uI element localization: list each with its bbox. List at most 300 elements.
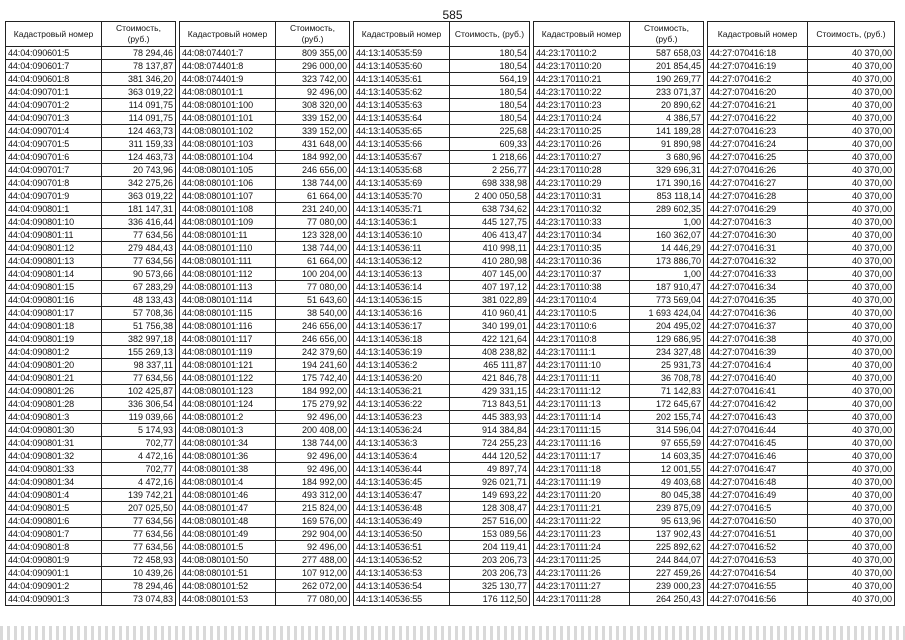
table-row xyxy=(354,411,530,424)
table-row xyxy=(180,255,350,268)
table-row xyxy=(354,346,530,359)
cadastral-number-cell: 44:04:090601:7 xyxy=(6,60,102,73)
cadastral-number-cell: 44:27:070416:29 xyxy=(708,203,808,216)
cost-cell: 40 370,00 xyxy=(808,203,895,216)
table-row xyxy=(534,567,704,580)
cadastral-number-cell: 44:23:170110:38 xyxy=(534,281,630,294)
cost-cell: 90 573,66 xyxy=(102,268,176,281)
cadastral-number-cell: 44:13:140536:50 xyxy=(354,528,450,541)
cadastral-number-cell: 44:08:080101:117 xyxy=(180,333,276,346)
table-row xyxy=(6,229,176,242)
table-row xyxy=(180,450,350,463)
cost-cell: 465 111,87 xyxy=(450,359,530,372)
table-row xyxy=(534,580,704,593)
table-row xyxy=(6,593,176,606)
cost-cell: 227 459,26 xyxy=(630,567,704,580)
table-row xyxy=(180,359,350,372)
table-row xyxy=(534,255,704,268)
cost-cell: 311 159,33 xyxy=(102,138,176,151)
cost-cell: 225,68 xyxy=(450,125,530,138)
cost-cell: 40 370,00 xyxy=(808,489,895,502)
table-row xyxy=(534,86,704,99)
scan-noise-strip xyxy=(0,626,905,640)
cadastral-number-cell: 44:13:140536:20 xyxy=(354,372,450,385)
cost-cell: 114 091,75 xyxy=(102,99,176,112)
table-row xyxy=(708,476,895,489)
cost-cell: 382 997,18 xyxy=(102,333,176,346)
table-header-row xyxy=(180,22,350,47)
cadastral-number-cell: 44:04:090601:5 xyxy=(6,47,102,60)
cadastral-number-cell: 44:04:090801:12 xyxy=(6,242,102,255)
cadastral-number-cell: 44:13:140536:44 xyxy=(354,463,450,476)
table-row xyxy=(534,593,704,606)
cadastral-number-cell: 44:23:170110:31 xyxy=(534,190,630,203)
cadastral-number-cell: 44:04:090701:7 xyxy=(6,164,102,177)
cost-cell: 100 204,00 xyxy=(276,268,350,281)
cadastral-number-cell: 44:23:170110:20 xyxy=(534,60,630,73)
cadastral-number-cell: 44:27:070416:33 xyxy=(708,268,808,281)
table-row xyxy=(354,268,530,281)
table-row xyxy=(534,541,704,554)
cost-cell: 160 362,07 xyxy=(630,229,704,242)
cadastral-number-cell: 44:13:140536:3 xyxy=(354,437,450,450)
cadastral-number-cell: 44:23:170111:1 xyxy=(534,346,630,359)
cost-cell: 149 693,22 xyxy=(450,489,530,502)
table-row xyxy=(534,437,704,450)
cost-cell: 124 463,73 xyxy=(102,125,176,138)
cadastral-number-cell: 44:23:170110:35 xyxy=(534,242,630,255)
cost-cell: 289 602,35 xyxy=(630,203,704,216)
cadastral-number-cell: 44:27:070416:44 xyxy=(708,424,808,437)
cost-cell: 407 197,12 xyxy=(450,281,530,294)
table-row xyxy=(534,151,704,164)
cost-cell: 138 744,00 xyxy=(276,177,350,190)
table-row xyxy=(708,86,895,99)
cost-cell: 4 386,57 xyxy=(630,112,704,125)
cost-cell: 78 294,46 xyxy=(102,47,176,60)
cadastre-table xyxy=(5,21,176,606)
cadastral-number-cell: 44:08:080101:102 xyxy=(180,125,276,138)
cost-cell: 40 370,00 xyxy=(808,164,895,177)
cost-cell: 40 370,00 xyxy=(808,541,895,554)
cost-cell: 233 071,37 xyxy=(630,86,704,99)
cadastral-number-cell: 44:13:140535:71 xyxy=(354,203,450,216)
cadastral-number-cell: 44:04:090801:33 xyxy=(6,463,102,476)
table-row xyxy=(180,580,350,593)
cost-cell: 107 912,00 xyxy=(276,567,350,580)
cadastral-number-cell: 44:04:090801:14 xyxy=(6,268,102,281)
table-row xyxy=(354,541,530,554)
cadastral-number-cell: 44:04:090801:7 xyxy=(6,528,102,541)
table-row xyxy=(6,450,176,463)
table-row xyxy=(6,151,176,164)
table-row xyxy=(180,346,350,359)
cadastral-number-cell: 44:27:070416:24 xyxy=(708,138,808,151)
cadastral-number-cell: 44:04:090701:9 xyxy=(6,190,102,203)
cadastral-number-cell: 44:08:080101:123 xyxy=(180,385,276,398)
table-row xyxy=(354,164,530,177)
cost-cell: 77 080,00 xyxy=(276,216,350,229)
cadastral-number-cell: 44:27:070416:48 xyxy=(708,476,808,489)
cadastral-number-cell: 44:08:080101:53 xyxy=(180,593,276,606)
cost-cell: 809 355,00 xyxy=(276,47,350,60)
table-row xyxy=(6,99,176,112)
cost-cell: 40 370,00 xyxy=(808,580,895,593)
table-row xyxy=(180,60,350,73)
cadastral-number-cell: 44:27:070416:41 xyxy=(708,385,808,398)
table-row xyxy=(708,281,895,294)
cost-cell: 40 370,00 xyxy=(808,307,895,320)
table-row xyxy=(354,463,530,476)
cadastral-number-cell: 44:04:090801:28 xyxy=(6,398,102,411)
cost-cell: 181 147,31 xyxy=(102,203,176,216)
cadastral-number-cell: 44:08:080101:2 xyxy=(180,411,276,424)
table-row xyxy=(708,268,895,281)
cost-cell: 51 756,38 xyxy=(102,320,176,333)
table-row xyxy=(180,476,350,489)
cadastral-number-cell: 44:08:080101:108 xyxy=(180,203,276,216)
header-cadastral-number: Кадастровый номер xyxy=(354,22,450,47)
table-row xyxy=(6,112,176,125)
table-row xyxy=(180,307,350,320)
cadastral-number-cell: 44:04:090901:3 xyxy=(6,593,102,606)
cadastral-number-cell: 44:04:090701:4 xyxy=(6,125,102,138)
table-row xyxy=(534,502,704,515)
table-row xyxy=(180,372,350,385)
cost-cell: 587 658,03 xyxy=(630,47,704,60)
cadastral-number-cell: 44:23:170110:36 xyxy=(534,255,630,268)
cadastral-number-cell: 44:13:140536:18 xyxy=(354,333,450,346)
table-row xyxy=(354,450,530,463)
cost-cell: 204 119,41 xyxy=(450,541,530,554)
table-row xyxy=(180,47,350,60)
cadastral-number-cell: 44:08:080101:46 xyxy=(180,489,276,502)
cadastral-number-cell: 44:08:080101:105 xyxy=(180,164,276,177)
cost-cell: 40 370,00 xyxy=(808,593,895,606)
cost-cell: 342 275,26 xyxy=(102,177,176,190)
cost-cell: 40 370,00 xyxy=(808,437,895,450)
table-row xyxy=(534,268,704,281)
cadastral-number-cell: 44:13:140536:53 xyxy=(354,567,450,580)
table-row xyxy=(354,125,530,138)
cadastral-number-cell: 44:23:170110:23 xyxy=(534,99,630,112)
table-row xyxy=(708,229,895,242)
cost-cell: 180,54 xyxy=(450,86,530,99)
cadastral-number-cell: 44:23:170111:16 xyxy=(534,437,630,450)
table-row xyxy=(708,216,895,229)
cost-cell: 410 998,11 xyxy=(450,242,530,255)
table-row xyxy=(708,385,895,398)
table-row xyxy=(6,268,176,281)
table-row xyxy=(534,138,704,151)
cadastral-number-cell: 44:04:090801:15 xyxy=(6,281,102,294)
cadastral-number-cell: 44:08:080101:5 xyxy=(180,541,276,554)
table-row xyxy=(6,528,176,541)
table-row xyxy=(534,164,704,177)
cost-cell: 257 516,00 xyxy=(450,515,530,528)
cost-cell: 73 074,83 xyxy=(102,593,176,606)
cost-cell: 336 416,44 xyxy=(102,216,176,229)
cost-cell: 36 708,78 xyxy=(630,372,704,385)
cost-cell: 40 370,00 xyxy=(808,463,895,476)
cost-cell: 77 634,56 xyxy=(102,515,176,528)
cadastral-number-cell: 44:13:140536:2 xyxy=(354,359,450,372)
cadastral-number-cell: 44:08:080101:114 xyxy=(180,294,276,307)
cadastral-number-cell: 44:08:080101:1 xyxy=(180,86,276,99)
cost-cell: 10 439,26 xyxy=(102,567,176,580)
cadastral-number-cell: 44:04:090701:5 xyxy=(6,138,102,151)
cadastral-number-cell: 44:04:090801:34 xyxy=(6,476,102,489)
cadastral-number-cell: 44:13:140536:14 xyxy=(354,281,450,294)
cadastral-number-cell: 44:13:140536:21 xyxy=(354,385,450,398)
table-row xyxy=(180,398,350,411)
table-row xyxy=(180,99,350,112)
cost-cell: 40 370,00 xyxy=(808,125,895,138)
table-row xyxy=(534,242,704,255)
cadastre-table xyxy=(353,21,530,606)
cadastral-number-cell: 44:27:070416:45 xyxy=(708,437,808,450)
header-cost: Стоимость, (руб.) xyxy=(450,22,530,47)
cadastral-number-cell: 44:27:070416:30 xyxy=(708,229,808,242)
cost-cell: 176 112,50 xyxy=(450,593,530,606)
table-row xyxy=(6,60,176,73)
cost-cell: 239 875,09 xyxy=(630,502,704,515)
cadastral-number-cell: 44:23:170110:22 xyxy=(534,86,630,99)
cost-cell: 407 145,00 xyxy=(450,268,530,281)
table-row xyxy=(708,307,895,320)
table-row xyxy=(534,398,704,411)
cadastral-number-cell: 44:04:090801:32 xyxy=(6,450,102,463)
cadastral-number-cell: 44:13:140536:54 xyxy=(354,580,450,593)
cost-cell: 155 269,13 xyxy=(102,346,176,359)
cadastral-number-cell: 44:23:170110:8 xyxy=(534,333,630,346)
cost-cell: 141 189,28 xyxy=(630,125,704,138)
cadastral-number-cell: 44:23:170110:34 xyxy=(534,229,630,242)
cadastral-number-cell: 44:04:090701:8 xyxy=(6,177,102,190)
cadastral-number-cell: 44:27:070416:53 xyxy=(708,554,808,567)
table-row xyxy=(354,528,530,541)
cadastral-number-cell: 44:23:170110:2 xyxy=(534,47,630,60)
cost-cell: 40 370,00 xyxy=(808,73,895,86)
cadastral-number-cell: 44:27:070416:19 xyxy=(708,60,808,73)
cost-cell: 187 910,47 xyxy=(630,281,704,294)
cost-cell: 200 408,00 xyxy=(276,424,350,437)
table-row xyxy=(534,424,704,437)
cost-cell: 14 603,35 xyxy=(630,450,704,463)
cost-cell: 40 370,00 xyxy=(808,99,895,112)
cadastral-number-cell: 44:08:080101:113 xyxy=(180,281,276,294)
table-row xyxy=(354,580,530,593)
table-row xyxy=(708,164,895,177)
table-row xyxy=(708,60,895,73)
cost-cell: 225 892,62 xyxy=(630,541,704,554)
cadastral-number-cell: 44:13:140536:1 xyxy=(354,216,450,229)
cost-cell: 20 743,96 xyxy=(102,164,176,177)
header-cost: Стоимость, (руб.) xyxy=(276,22,350,47)
table-row xyxy=(534,60,704,73)
table-row xyxy=(534,294,704,307)
table-row xyxy=(180,73,350,86)
table-row xyxy=(6,372,176,385)
cost-cell: 444 120,52 xyxy=(450,450,530,463)
cost-cell: 57 708,36 xyxy=(102,307,176,320)
table-row xyxy=(534,73,704,86)
table-row xyxy=(180,593,350,606)
cadastral-number-cell: 44:08:080101:110 xyxy=(180,242,276,255)
table-row xyxy=(354,398,530,411)
table-row xyxy=(180,502,350,515)
cadastral-number-cell: 44:27:070416:31 xyxy=(708,242,808,255)
cadastral-number-cell: 44:27:070416:23 xyxy=(708,125,808,138)
cost-cell: 363 019,22 xyxy=(102,86,176,99)
cost-cell: 339 152,00 xyxy=(276,112,350,125)
cost-cell: 914 384,84 xyxy=(450,424,530,437)
cost-cell: 239 000,23 xyxy=(630,580,704,593)
cost-cell: 336 306,54 xyxy=(102,398,176,411)
cost-cell: 429 331,15 xyxy=(450,385,530,398)
cadastral-number-cell: 44:27:070416:43 xyxy=(708,411,808,424)
cadastral-number-cell: 44:08:080101:38 xyxy=(180,463,276,476)
table-row xyxy=(534,528,704,541)
cost-cell: 381 346,20 xyxy=(102,73,176,86)
cadastral-number-cell: 44:23:170110:32 xyxy=(534,203,630,216)
cost-cell: 14 446,29 xyxy=(630,242,704,255)
table-row xyxy=(180,489,350,502)
cadastral-number-cell: 44:23:170110:27 xyxy=(534,151,630,164)
cadastral-number-cell: 44:27:070416:39 xyxy=(708,346,808,359)
table-row xyxy=(708,593,895,606)
cost-cell: 124 463,73 xyxy=(102,151,176,164)
cost-cell: 184 992,00 xyxy=(276,385,350,398)
cost-cell: 184 992,00 xyxy=(276,476,350,489)
cost-cell: 92 496,00 xyxy=(276,541,350,554)
table-header-row xyxy=(6,22,176,47)
table-row xyxy=(180,242,350,255)
table-row xyxy=(354,320,530,333)
cost-cell: 92 496,00 xyxy=(276,450,350,463)
cadastral-number-cell: 44:23:170110:33 xyxy=(534,216,630,229)
cadastral-number-cell: 44:27:070416:5 xyxy=(708,502,808,515)
table-row xyxy=(354,190,530,203)
cost-cell: 180,54 xyxy=(450,99,530,112)
table-row xyxy=(354,60,530,73)
cadastral-number-cell: 44:08:080101:101 xyxy=(180,112,276,125)
cost-cell: 20 890,62 xyxy=(630,99,704,112)
cadastral-number-cell: 44:08:080101:48 xyxy=(180,515,276,528)
table-row xyxy=(6,138,176,151)
cost-cell: 169 576,00 xyxy=(276,515,350,528)
cadastral-number-cell: 44:23:170111:19 xyxy=(534,476,630,489)
cadastral-number-cell: 44:27:070416:46 xyxy=(708,450,808,463)
cadastral-number-cell: 44:13:140536:15 xyxy=(354,294,450,307)
cost-cell: 339 152,00 xyxy=(276,125,350,138)
cadastral-number-cell: 44:08:080101:47 xyxy=(180,502,276,515)
cadastral-number-cell: 44:08:080101:116 xyxy=(180,320,276,333)
cadastral-number-cell: 44:04:090801:1 xyxy=(6,203,102,216)
table-row xyxy=(354,307,530,320)
cost-cell: 38 540,00 xyxy=(276,307,350,320)
table-row xyxy=(6,255,176,268)
cost-cell: 244 844,07 xyxy=(630,554,704,567)
cadastral-number-cell: 44:27:070416:56 xyxy=(708,593,808,606)
cost-cell: 77 634,56 xyxy=(102,229,176,242)
table-row xyxy=(180,190,350,203)
cost-cell: 139 742,21 xyxy=(102,489,176,502)
table-row xyxy=(180,320,350,333)
table-row xyxy=(354,359,530,372)
cadastral-number-cell: 44:27:070416:20 xyxy=(708,86,808,99)
table-row xyxy=(534,515,704,528)
table-row xyxy=(180,203,350,216)
table-row xyxy=(354,333,530,346)
table-row xyxy=(6,307,176,320)
cost-cell: 329 696,31 xyxy=(630,164,704,177)
table-row xyxy=(708,411,895,424)
cost-cell: 564,19 xyxy=(450,73,530,86)
table-row xyxy=(708,346,895,359)
table-row xyxy=(708,255,895,268)
cost-cell: 77 634,56 xyxy=(102,255,176,268)
cost-cell: 638 734,62 xyxy=(450,203,530,216)
table-row xyxy=(354,437,530,450)
table-row xyxy=(708,47,895,60)
table-row xyxy=(180,463,350,476)
table-row xyxy=(6,398,176,411)
table-row xyxy=(6,567,176,580)
cost-cell: 698 338,98 xyxy=(450,177,530,190)
cadastral-number-cell: 44:23:170110:21 xyxy=(534,73,630,86)
cadastral-number-cell: 44:04:090801:13 xyxy=(6,255,102,268)
cost-cell: 172 645,67 xyxy=(630,398,704,411)
cost-cell: 215 824,00 xyxy=(276,502,350,515)
table-row xyxy=(354,554,530,567)
cadastral-number-cell: 44:08:074401:9 xyxy=(180,73,276,86)
cadastral-number-cell: 44:13:140536:55 xyxy=(354,593,450,606)
table-row xyxy=(6,515,176,528)
table-row xyxy=(6,489,176,502)
cost-cell: 713 843,51 xyxy=(450,398,530,411)
page-number: 585 xyxy=(442,8,463,22)
table-row xyxy=(354,489,530,502)
cost-cell: 67 283,29 xyxy=(102,281,176,294)
cost-cell: 77 634,56 xyxy=(102,372,176,385)
table-row xyxy=(180,86,350,99)
cadastral-number-cell: 44:08:080101:3 xyxy=(180,424,276,437)
table-row xyxy=(180,112,350,125)
cost-cell: 123 328,00 xyxy=(276,229,350,242)
table-row xyxy=(354,47,530,60)
table-row xyxy=(354,593,530,606)
cost-cell: 40 370,00 xyxy=(808,450,895,463)
table-row xyxy=(708,450,895,463)
table-row xyxy=(6,541,176,554)
table-row xyxy=(6,411,176,424)
cost-cell: 194 241,60 xyxy=(276,359,350,372)
header-cost: Стоимость, (руб.) xyxy=(102,22,176,47)
table-row xyxy=(180,424,350,437)
cadastral-number-cell: 44:27:070416:51 xyxy=(708,528,808,541)
cost-cell: 92 496,00 xyxy=(276,411,350,424)
cost-cell: 40 370,00 xyxy=(808,528,895,541)
table-row xyxy=(708,567,895,580)
cadastral-number-cell: 44:27:070416:55 xyxy=(708,580,808,593)
table-row xyxy=(180,294,350,307)
cost-cell: 98 337,11 xyxy=(102,359,176,372)
cost-cell: 40 370,00 xyxy=(808,229,895,242)
cost-cell: 40 370,00 xyxy=(808,320,895,333)
table-row xyxy=(534,125,704,138)
table-row xyxy=(354,112,530,125)
